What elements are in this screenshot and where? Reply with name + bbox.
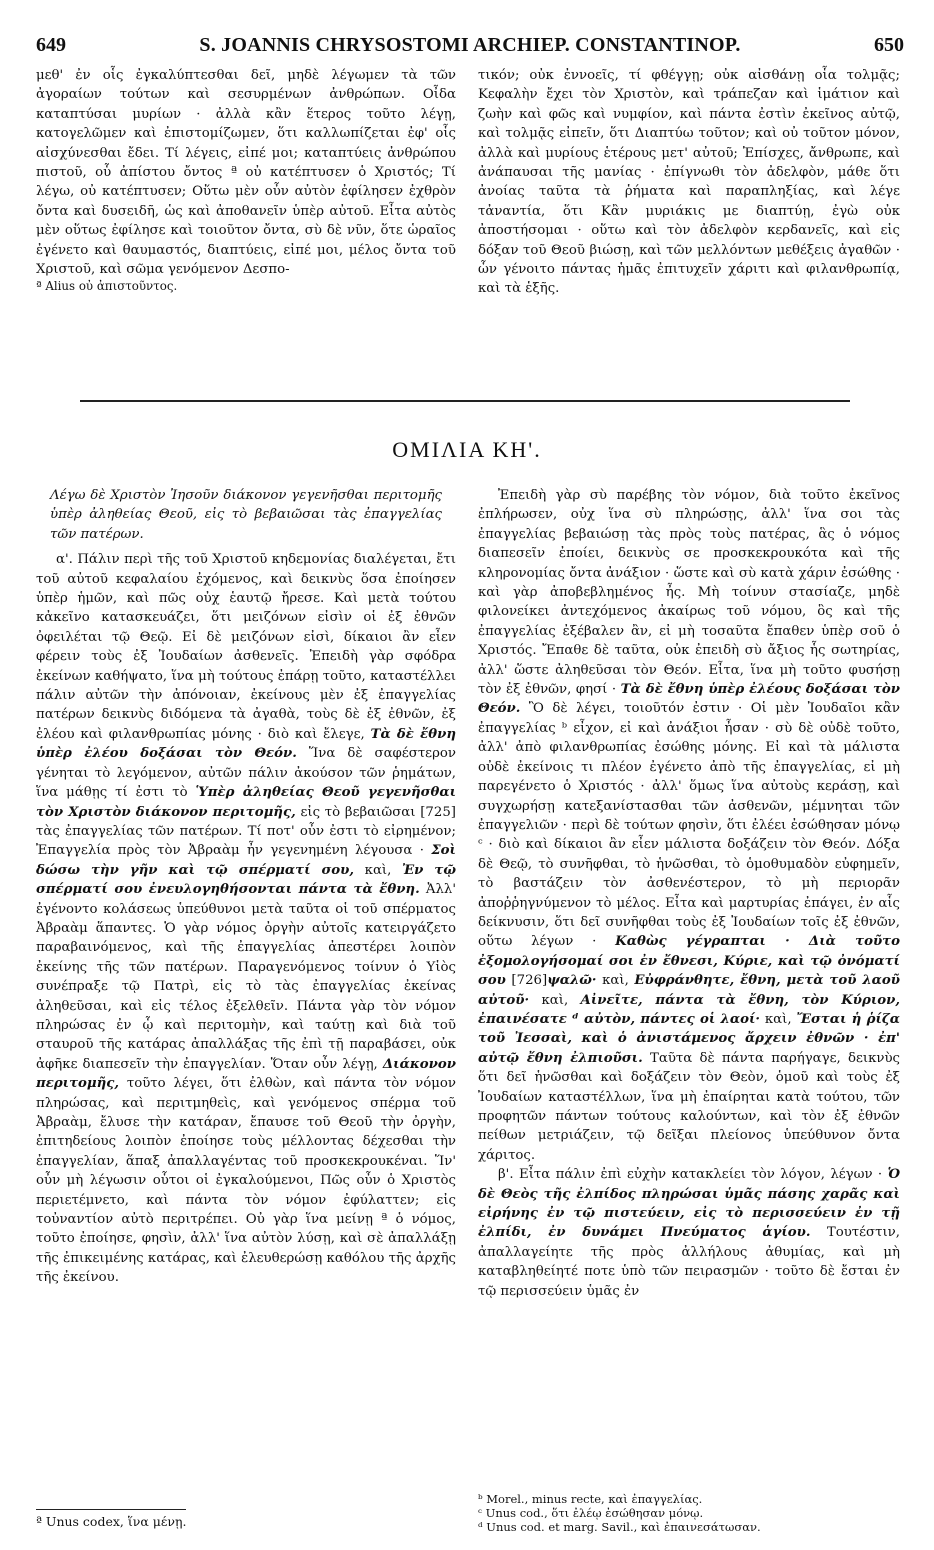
footnote-d: ᵈ Unus cod. et marg. Savil., καὶ ἐπαινεσάτωσαν. bbox=[478, 1520, 761, 1534]
quotation: Ὑπὲρ ἀληθείας Θεοῦ γεγενῆσθαι τὸν Χριστὸν διάκονον περιτομῆς, bbox=[36, 785, 457, 820]
top-left-footnote: ª Alius οὐ ἀπιστοῦντος. bbox=[36, 279, 178, 294]
text-run: καὶ, bbox=[364, 862, 392, 878]
text-run: τοῦτο λέγει, ὅτι ἐλθὼν, καὶ πάντα τὸν νόμον πληρώσας, καὶ περιτμηθεὶς, καὶ γενόμενος σπέρμα τοῦ Ἀβραὰμ, ἔλυσε τὴν κατάραν, ἔπαυσε τοῦ Θεοῦ τὴν ὀργὴν, ἐπιτηδείους λοιπὸν ἐποίησε τοὺς μέλλοντας δέχεσθαι τὴν ἐπαγγελίαν, ἅπαξ ἀπαλλαγέντας τοῦ προσκεκρουκέναι. Ἵν' οὖν μὴ λέγωσιν οὗτοι οἱ ἐγκαλούμενοι, Πῶς οὖν ὁ Χριστὸς περιετέμνετο, καὶ πάντα τὸν νόμον ἐφύλαττεν; εἰς τοὐναντίον αὐτὸ περιτρέπει. Οὐ γὰρ ἵνα μείνῃ ª ὁ νόμος, τοῦτο ἐποίησε, φησὶν, ἀλλ' ἵνα αὐτὸν λύσῃ, καὶ σὲ ἀπαλλάξῃ τῆς ἐπικειμένης κατάρας, καὶ ἐλευθερώσῃ καθόλου τῆς ἀρχῆς τῆς ἐκείνου. bbox=[36, 1076, 456, 1286]
page-number-left: 649 bbox=[36, 34, 66, 56]
column-reference: [726] bbox=[511, 973, 548, 989]
top-right-column bbox=[478, 66, 900, 299]
top-left-column bbox=[36, 66, 456, 294]
text-run: Ἵνα δὲ σαφέστερον γένηται τὸ λεγόμενον, αὐτῶν πάλιν ἀκούσον τῶν ῥημάτων, ἵνα μάθῃς τί ἐστι τὸ bbox=[36, 746, 456, 801]
quotation: Εὐφράνθητε, ἔθνη, μετὰ τοῦ λαοῦ αὐτοῦ· bbox=[478, 973, 901, 1008]
bottom-left-column bbox=[36, 486, 456, 1288]
text-run: Τουτέστιν, ἀπαλλαγείητε τῆς πρὸς ἀλλήλους ἀθυμίας, καὶ μὴ καταβληθείητέ ποτε ὑπὸ τῶν πειρασμῶν · τοῦτο δὲ ἔσται ἐν τῷ περισσεύειν ὑμᾶς ἐν bbox=[478, 1225, 900, 1299]
footnote-c: ᶜ Unus cod., ὅτι ἐλέῳ ἐσώθησαν μόνῳ. bbox=[478, 1506, 704, 1520]
top-right-text: τικόν; οὐκ ἐννοεῖς, τί φθέγγῃ; οὐκ αἰσθάνῃ οἷα τολμᾷς; Κεφαλὴν ἔχει τὸν Χριστὸν, καὶ τράπεζαν καὶ ἱμάτιον καὶ ζωὴν καὶ φῶς καὶ νυμφίον, καὶ πάντα ἐστὶν ἐκεῖνος αὐτῷ, καὶ τολμᾷς εἰπεῖν, ὅτι Διαπτύω τοῦτον; καὶ οὐ τοῦτον μόνον, ἀλλὰ καὶ μυρίους ἑτέρους μετ' αὐτοῦ; Ἐπίσχες, ἄνθρωπε, καὶ ἀνάπαυσαι τῆς μανίας · ἐπίγνωθι τὸν ἀδελφὸν, μάθε ὅτι ἀνοίας ταῦτα τὰ ῥήματα καὶ παραπληξίας, καὶ λέγε τἀναντία, ὅτι Κἂν μυριάκις με διαπτύῃ, ἐγὼ οὐκ ἀποστήσομαι · οὕτω καὶ τὸν ἀδελφὸν κερδανεῖς, καὶ εἰς δόξαν τοῦ Θεοῦ βιώσῃ, καὶ τῶν μελλόντων μεθέξεις ἀγαθῶν · ὧν γένοιτο πάντας ἡμᾶς ἐπιτυχεῖν χάριτι καὶ φιλανθρωπίᾳ, καὶ τὰ ἑξῆς. bbox=[478, 68, 900, 297]
bottom-right-footnotes bbox=[478, 1492, 900, 1534]
homily-title: ΟΜΙΛΙΑ ΚΗ'. bbox=[392, 437, 542, 462]
quotation: Τὰ δὲ ἔθνη ὑπὲρ ἐλέους δοξάσαι τὸν Θεόν. bbox=[478, 682, 901, 717]
quotation: Σοὶ δώσω τὴν γῆν καὶ τῷ σπέρματί σου, bbox=[36, 843, 456, 878]
text-run: καὶ, bbox=[764, 1011, 792, 1027]
quotation: Τὰ δὲ ἔθνη ὑπὲρ ἐλέου δοξάσαι τὸν Θεόν. bbox=[36, 726, 456, 762]
quotation: Αἰνεῖτε, πάντα τὰ ἔθνη, τὸν Κύριον, ἐπαινέσατε ᵈ αὐτὸν, πάντες οἱ λαοί· bbox=[478, 992, 901, 1027]
quotation: Ὁ δὲ Θεὸς τῆς ἐλπίδος πληρώσαι ὑμᾶς πάσης χαρᾶς καὶ εἰρήνης ἐν τῷ πιστεύειν, εἰς τὸ περισσεύειν ἐν τῇ ἐλπίδι, ἐν δυνάμει Πνεύματος ἁγίου. bbox=[478, 1167, 900, 1241]
section-number: β'. bbox=[498, 1167, 514, 1183]
paragraph-continued bbox=[478, 486, 900, 1165]
section-number: α'. bbox=[56, 552, 73, 568]
paragraph-2 bbox=[478, 1165, 900, 1301]
text-run: Ὃ δὲ λέγει, τοιοῦτόν ἐστιν · Οἱ μὲν Ἰουδαῖοι κἂν ἐπαγγελίας ᵇ εἶχον, εἰ καὶ ἀνάξιοι ἦσαν · σὺ δὲ οὐδὲ τοῦτο, ἀλλ' ἀπὸ φιλανθρωπίας ἐσώθης μόνης. Εἰ καὶ τὰ μάλιστα οὐδὲ ἐκείνοις τι πλέον ἐγένετο ἀπὸ τῆς ἐπαγγελίας, εἰ μὴ παρεγένετο ὁ Χριστός · ἀλλ' ὅμως ἵνα αὐτοὺς κεράσῃ, καὶ συγχωρήσῃ κατεξανίστασθαι τῶν ἀσθενῶν, μέμνηται τῶν ἐπαγγελιῶν · περὶ δὲ τούτων φησὶν, ὅτι ἐλέει ἐσώθησαν μόνῳ ᶜ · διὸ καὶ δίκαιοι ἂν εἶεν μάλιστα δοξάζειν τὸν Θεόν. Δόξα δὲ Θεῷ, τὸ συνῆφθαι, τὸ ἡνῶσθαι, τὸ ὁμοθυμαδὸν εὐφημεῖν, τὸ βαστάζειν τὸν ἀσθενέστερον, τὸ μὴ περιορᾶν ἀποῤῥηγνύμενον τὸ μέλος. Εἶτα καὶ μαρτυρίας ἐπάγει, ἐν αἷς δείκνυσιν, ὅτι δεῖ συνῆφθαι τοὺς ἐξ Ἰουδαίων τοῖς ἐξ ἐθνῶν, οὕτω λέγων · bbox=[478, 701, 900, 950]
text-run: Πάλιν περὶ τῆς τοῦ Χριστοῦ κηδεμονίας διαλέγεται, ἔτι τοῦ αὐτοῦ κεφαλαίου ἐχόμενος, καὶ δεικνὺς ὅσα ἐποίησεν ὑπὲρ ἡμῶν, καὶ πῶς οὐχ ἑαυτῷ ἤρεσε. Καὶ μετὰ τούτου κἀκεῖνο κατασκευάζει, ὅτι μειζόνων εἰσὶν οἱ ἐξ ἐθνῶν ὀφειλέται τῷ Θεῷ. Εἰ δὲ μειζόνων εἰσὶ, δίκαιοι ἂν εἶεν φέρειν τοὺς ἐξ Ἰουδαίων ἀσθενεῖς. Ἐπειδὴ γὰρ σφόδρα ἐκείνων καθήψατο, ἵνα μὴ τούτους ἐπάρῃ τοῦτο, καταστέλλει πάλιν αὐτῶν τὴν ἀπόνοιαν, ἐκείνους μὲν ἐξ ἐπαγγελίας πατέρων δεικνὺς διδόμενα τὰ ἀγαθὰ, τοὺς δὲ ἐξ ἐθνῶν, ἐξ ἐλέου καὶ φιλανθρωπίας μόνης · διὸ καὶ ἔλεγε, bbox=[36, 552, 456, 742]
quotation: Καθὼς γέγραπται · Διὰ τοῦτο ἐξομολογήσομαί σοι ἐν ἔθνεσι, Κύριε, καὶ τῷ ὀνόματί σου bbox=[478, 934, 900, 989]
text-run: εἰς τὸ βεβαιῶσαι [725] τὰς ἐπαγγελίας τῶν πατέρων. Τί ποτ' οὖν ἐστι τὸ εἰρημένον; Ἐπαγγελία πρὸς τὸν Ἀβραὰμ ἦν γεγενημένη λέγουσα · bbox=[36, 804, 456, 859]
text-run: Ταῦτα δὲ πάντα παρήγαγε, δεικνὺς ὅτι δεῖ ἡνῶσθαι καὶ δοξάζειν τὸν Θεὸν, ὁμοῦ καὶ τοὺς ἐξ Ἰουδαίων καταστέλλων, ἵνα μὴ ἐπαίρηται κατὰ τούτου, τῶν προφητῶν πάντων τούτους καλούντων, καὶ τὸν ἐξ ἐθνῶν πείθων μετριάζειν, τῷ δεῖξαι πλείονος ὑπεύθυνον ὄντα χάριτος. bbox=[478, 1050, 900, 1163]
quotation: ψαλῶ· bbox=[547, 973, 597, 989]
running-title: S. JOANNIS CHRYSOSTOMI ARCHIEP. CONSTANTINOP. bbox=[199, 34, 741, 56]
top-left-text: μεθ' ἐν οἷς ἐγκαλύπτεσθαι δεῖ, μηδὲ λέγωμεν τὰ τῶν ἀγοραίων τούτων καὶ σεσυρμένων ἀνθρώπων. Οἶδα καταπτύσαι μυρίων · ἀλλὰ κἂν ἕτερος τοῦτο λέγῃ, κατογελῶμεν καὶ ἐπιστομίζωμεν, ὅτι καλλωπίζεται ἐφ' οἷς αἰσχύνεσθαι ἔδει. Τί λέγεις, εἰπέ μοι; καταπτύεις ἀνθρώπου πιστοῦ, οὗ ἀπίστου ὄντος ª οὐ κατέπτυσεν ὁ Χριστός; Τί λέγω, οὐ κατέπτυσεν; Οὕτω μὲν οὖν αὐτὸν ἐφίλησεν ἐχθρὸν ὄντα καὶ δυσειδῆ, ὡς καὶ ἀποθανεῖν ὑπὲρ αὐτοῦ. Εἶτα αὐτὸς μὲν οὕτως ἐφίλησε καὶ τοιοῦτον ὄντα, σὺ δὲ νῦν, ὅτε ὡραῖος ἐγένετο καὶ θαυμαστός, διαπτύεις, εἰπέ μοι, μέλος ὄντα τοῦ Χριστοῦ, καὶ σῶμα γενόμενον Δεσπο- bbox=[36, 68, 456, 278]
text-run: Εἶτα πάλιν ἐπὶ εὐχὴν κατακλείει τὸν λόγον, λέγων · bbox=[518, 1167, 883, 1183]
bottom-left-footnote: ª Unus codex, ἵνα μένῃ. bbox=[36, 1514, 187, 1529]
text-run: καὶ, bbox=[602, 973, 629, 989]
quotation: Ἐν τῷ σπέρματί σου ἐνευλογηθήσονται πάντα τὰ ἔθνη. bbox=[36, 862, 456, 898]
quotation: Διάκονον περιτομῆς, bbox=[36, 1056, 456, 1092]
running-header bbox=[36, 34, 904, 62]
footnote-rule-left bbox=[36, 1509, 186, 1510]
quotation: Ἔσται ἡ ῥίζα τοῦ Ἰεσσαὶ, καὶ ὁ ἀνιστάμενος ἄρχειν ἐθνῶν · ἐπ' αὐτῷ ἔθνη ἐλπιοῦσι. bbox=[478, 1011, 900, 1066]
text-run: Ἐπειδὴ γὰρ σὺ παρέβης τὸν νόμον, διὰ τοῦτο ἐκεῖνος ἐπλήρωσεν, οὐχ ἵνα σὺ πληρώσῃς, ἀλλ' ἵνα σοι τὰς ἐπαγγελίας βεβαιώσῃ τὰς πρὸς τοὺς πατέρας, ἃς ὁ νόμος διαπεσεῖν ἐποίει, δεικνὺς σε προσκεκρουκότα καὶ τῆς κληρονομίας ὄντα ἀνάξιον · ὥστε καὶ σὺ κατὰ χάριν ἐσώθης · καὶ γὰρ ἀποβεβλημένος ἦς. Μὴ τοίνυν στασίαζε, μηδὲ φιλονείκει ἀντεχόμενος ἀκαίρως τοῦ νόμου, ὃς καὶ τῆς ἐπαγγελίας ἐξέβαλεν ἂν, εἰ μὴ τοσαῦτα ἔπαθεν ὑπὲρ σοῦ ὁ Χριστός. Ἔπαθε δὲ ταῦτα, οὐκ ἐπειδὴ σὺ ἄξιος ἧς σωτηρίας, ἀλλ' ὥστε ἀληθεῦσαι τὸν Θεόν. Εἶτα, ἵνα μὴ τοῦτο φυσήσῃ τὸν ἐξ ἐθνῶν, φησί · bbox=[478, 488, 900, 698]
page-number-right: 650 bbox=[874, 34, 904, 56]
text-run: Ἀλλ' ἐγένοντο κολάσεως ὑπεύθυνοι μετὰ ταῦτα οἱ τοῦ σπέρματος Ἀβραὰμ ἅπαντες. Ὁ γὰρ νόμος ὀργὴν αὐτοῖς κατειργάζετο παραβαινόμενος, καὶ τῆς ἐπαγγελίας ἀπεστέρει λοιπὸν ἐκείνης τῆς τῶν πατέρων. Παραγενόμενος τοίνυν ὁ Υἱὸς συνέπραξε τῷ Πατρὶ, εἰς τὸ τὰς ἐπαγγελίας ἐκείνας ἀληθεῦσαι, καὶ εἰς τέλος ἐξελθεῖν. Πάντα γὰρ τὸν νόμον πληρώσας ἐν ᾧ καὶ περιτομὴν, καὶ ταύτῃ καὶ διὰ τοῦ σταυροῦ τῆς κατάρας ἀπαλλάξας τῆς ἐπὶ τῇ παραβάσει, οὐκ ἀφῆκε διαπεσεῖν τὴν ἐπαγγελίαν. Ὅταν οὖν λέγῃ, bbox=[36, 882, 456, 1072]
text-run: καὶ, bbox=[541, 992, 569, 1008]
section-divider bbox=[80, 400, 850, 402]
paragraph-1 bbox=[36, 550, 456, 1287]
scripture-lemma: Λέγω δὲ Χριστὸν Ἰησοῦν διάκονον γεγενῆσθαι περιτομῆς ὑπὲρ ἀληθείας Θεοῦ, εἰς τὸ βεβαιῶσαι τὰς ἐπαγγελίας τῶν πατέρων. bbox=[50, 488, 442, 542]
footnote-b: ᵇ Morel., minus recte, καὶ ἐπαγγελίας. bbox=[478, 1492, 703, 1506]
bottom-right-column bbox=[478, 486, 900, 1301]
